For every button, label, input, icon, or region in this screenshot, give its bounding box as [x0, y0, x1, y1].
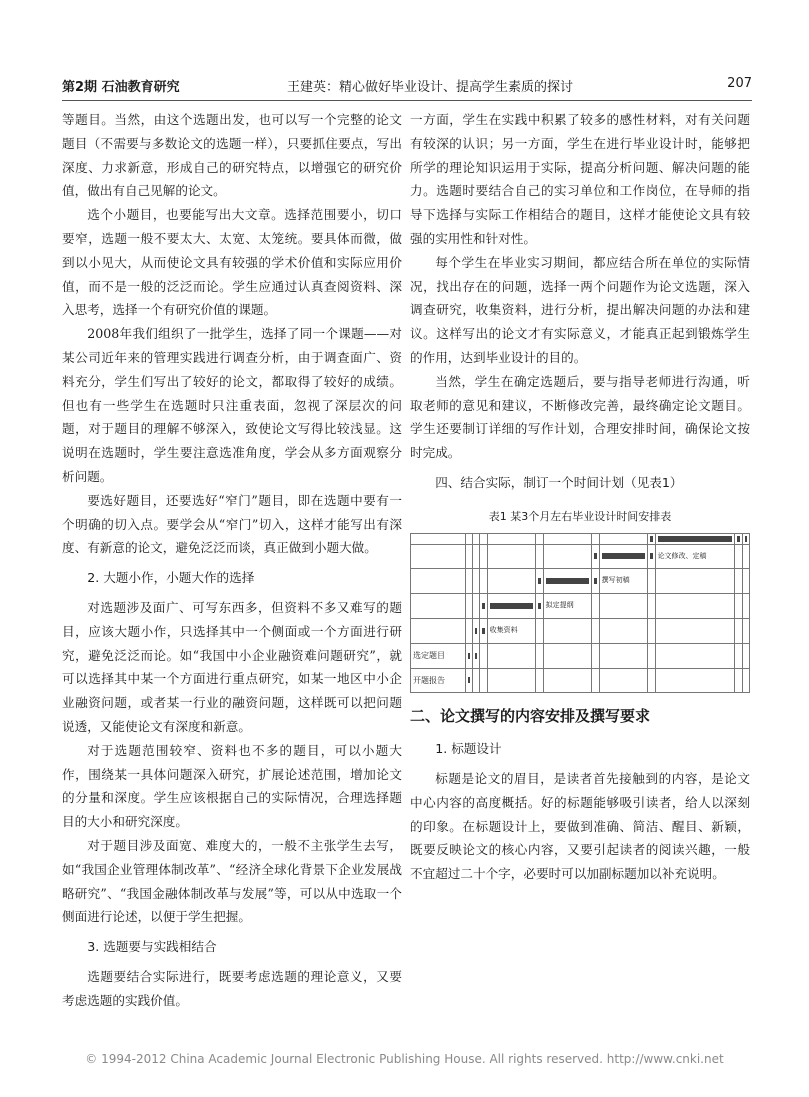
schedule-cell — [592, 668, 599, 693]
table-row — [411, 668, 750, 693]
paragraph: 要选好题目，还要选好“窄门”题目，即在选题中要有一个明确的切入点。要学会从“窄门”切入，这样才能写出有深度、有新意的论文，避免泛泛而谈，真正做到小题大做。 — [62, 492, 402, 556]
schedule-cell — [487, 643, 536, 668]
schedule-cell — [487, 594, 536, 619]
schedule-cell — [480, 643, 487, 668]
schedule-cell — [543, 544, 592, 569]
section-subheading: 2. 大题小作，小题大作的选择 — [87, 570, 255, 586]
schedule-bar — [475, 653, 477, 659]
schedule-cell — [472, 668, 479, 693]
schedule-cell — [465, 643, 472, 668]
schedule-cell — [487, 533, 536, 544]
schedule-bar — [602, 553, 646, 559]
paragraph: 当然，学生在确定选题后，要与指导老师进行沟通，听取老师的意见和建议，不断修改完善，最终确定论文题目。学生还要制订详细的写作计划，合理安排时间，确保论文按时完成。 — [410, 373, 750, 461]
schedule-cell — [648, 643, 655, 668]
schedule-cell — [742, 569, 750, 594]
journal-name: 第2期 石油教育研究 — [62, 80, 180, 95]
paragraph: 选题要结合实际进行，既要考虑选题的理论意义，又要考虑选题的实践价值。 — [62, 968, 402, 1008]
table-row — [411, 594, 750, 619]
row-label: 开题报告 — [411, 668, 466, 693]
schedule-cell — [543, 643, 592, 668]
schedule-bar — [468, 653, 470, 659]
schedule-cell — [655, 594, 735, 619]
schedule-bar — [594, 553, 596, 559]
table-row — [411, 618, 750, 643]
schedule-cell — [536, 618, 543, 643]
left-column — [62, 108, 402, 1012]
schedule-cell — [480, 594, 487, 619]
schedule-cell — [735, 668, 742, 693]
schedule-cell — [742, 594, 750, 619]
schedule-cell — [487, 544, 536, 569]
row-label — [411, 544, 466, 569]
schedule-cell — [648, 594, 655, 619]
schedule-cell — [599, 533, 648, 544]
paragraph: 等题目。当然，由这个选题出发，也可以写一个完整的论文题目（不需要与多数论文的选题一样），只要抓住要点，写出深度、力求新意，形成自己的研究特点，以增强它的研究价值，做出有自己见解的论文。 — [62, 112, 402, 199]
paragraph: 每个学生在毕业实习期间，都应结合所在单位的实际情况，找出存在的问题，选择一两个问题作为论文选题，深入调查研究，收集资料，进行分析，提出解决问题的办法和建议。这样写出的论文才有实际意义，才能真正起到锻炼学生的作用，达到毕业设计的目的。 — [410, 254, 750, 365]
schedule-bar — [737, 536, 739, 542]
row-label: 选定题目 — [411, 643, 466, 668]
schedule-cell — [599, 618, 648, 643]
schedule-bar — [594, 578, 596, 584]
schedule-bar — [538, 603, 540, 609]
section-heading: 二、论文撰写的内容安排及撰写要求 — [410, 707, 651, 726]
table-row — [411, 544, 750, 569]
schedule-cell — [599, 643, 648, 668]
schedule-cell — [536, 594, 543, 619]
schedule-cell — [655, 533, 735, 544]
schedule-cell — [536, 668, 543, 693]
schedule-cell — [480, 569, 487, 594]
running-header — [62, 76, 752, 101]
schedule-cell — [536, 643, 543, 668]
schedule-cell — [592, 533, 599, 544]
schedule-cell — [742, 544, 750, 569]
schedule-cell: 论文修改、定稿 — [655, 544, 735, 569]
schedule-bar — [745, 536, 748, 542]
schedule-cell — [543, 618, 592, 643]
schedule-table — [410, 533, 750, 694]
article-running-title: 王建英：精心做好毕业设计、提高学生素质的探讨 — [287, 80, 574, 95]
schedule-cell — [487, 668, 536, 693]
schedule-bar — [468, 677, 470, 683]
schedule-cell — [472, 544, 479, 569]
section-subheading: 3. 选题要与实践相结合 — [87, 939, 217, 955]
schedule-cell — [465, 668, 472, 693]
schedule-cell — [599, 668, 648, 693]
table-row — [411, 533, 750, 544]
schedule-cell — [592, 643, 599, 668]
schedule-cell — [487, 569, 536, 594]
schedule-cell — [599, 544, 648, 569]
schedule-bar — [650, 536, 652, 542]
schedule-cell — [472, 618, 479, 643]
section-subheading: 四、结合实际，制订一个时间计划（见表1） — [435, 474, 683, 490]
paragraph: 对于题目涉及面宽、难度大的，一般不主张学生去写，如“我国企业管理体制改革”、“经济全球化背景下企业发展战略研究”、“我国金融体制改革与发展”等，可以从中选取一个侧面进行论述，以便于学生把握。 — [62, 837, 402, 925]
schedule-cell — [465, 533, 472, 544]
schedule-bar — [546, 578, 590, 584]
schedule-cell — [592, 594, 599, 619]
schedule-cell — [536, 569, 543, 594]
copyright-footer: © 1994-2012 China Academic Journal Electronic Publishing House. All rights reserved. http://www.cnki.net — [85, 1052, 724, 1066]
schedule-cell — [655, 643, 735, 668]
table-caption: 表1 某3个月左右毕业设计时间安排表 — [488, 509, 672, 523]
schedule-cell — [648, 569, 655, 594]
schedule-cell — [742, 643, 750, 668]
paragraph: 2008年我们组织了一批学生，选择了同一个课题——对某公司近年来的管理实践进行调查分析，由于调查面广、资料充分，学生们写出了较好的论文，都取得了较好的成绩。但也有一些学生在选题时只注重表面，忽视了深层次的问题，对于题目的理解不够深入，致使论文写得比较浅显。这说明在选题时，学生要注意选准角度，学会从多方面观察分析问题。 — [62, 326, 402, 484]
schedule-cell — [735, 643, 742, 668]
schedule-cell — [465, 618, 472, 643]
schedule-cell: 撰写初稿 — [599, 569, 648, 594]
row-label — [411, 533, 466, 544]
schedule-cell — [655, 618, 735, 643]
schedule-cell — [465, 544, 472, 569]
schedule-cell — [648, 668, 655, 693]
schedule-cell — [536, 533, 543, 544]
paragraph: 对于选题范围较窄、资料也不多的题目，可以小题大作，围绕某一具体问题深入研究，扩展论述范围，增加论文的分量和深度。学生应该根据自己的实际情况，合理选择题目的大小和研究深度。 — [62, 742, 402, 830]
schedule-bar — [650, 553, 652, 559]
row-label — [411, 594, 466, 619]
schedule-cell — [480, 618, 487, 643]
schedule-cell — [472, 594, 479, 619]
schedule-cell — [472, 533, 479, 544]
section-subheading: 1. 标题设计 — [435, 741, 502, 757]
schedule-cell — [592, 618, 599, 643]
schedule-cell — [742, 668, 750, 693]
schedule-cell — [735, 544, 742, 569]
schedule-cell — [472, 569, 479, 594]
schedule-bar — [538, 578, 540, 584]
paragraph: 选个小题目，也要能写出大文章。选择范围要小，切口要窄，选题一般不要太大、太宽、太笼统。要具体而微，做到以小见大，从而使论文具有较强的学术价值和实际应用价值，而不是一般的泛泛而论。学生应通过认真查阅资料、深入思考，选择一个有研究价值的课题。 — [62, 207, 402, 318]
schedule-cell — [543, 668, 592, 693]
schedule-cell — [655, 668, 735, 693]
schedule-cell — [648, 618, 655, 643]
schedule-cell — [735, 569, 742, 594]
paragraph: 一方面，学生在实践中积累了较多的感性材料，对有关问题有较深的认识；另一方面，学生在进行毕业设计时，能够把所学的理论知识运用于实际，提高分析问题、解决问题的能力。选题时要结合自己的实习单位和工作岗位，在导师的指导下选择与实际工作相结合的题目，这样才能使论文具有较强的实用性和针对性。 — [410, 112, 750, 246]
schedule-cell — [735, 594, 742, 619]
schedule-cell — [735, 533, 742, 544]
schedule-cell: 拟定提纲 — [543, 594, 592, 619]
paragraph: 标题是论文的眉目，是读者首先接触到的内容，是论文中心内容的高度概括。好的标题能够吸引读者，给人以深刻的印象。在标题设计上，要做到准确、简洁、醒目、新颖，既要反映论文的核心内容，又要引起读者的阅读兴趣，一般不宜超过二十个字，必要时可以加副标题加以补充说明。 — [410, 770, 750, 882]
schedule-cell — [480, 533, 487, 544]
schedule-cell — [480, 544, 487, 569]
schedule-bar — [475, 628, 477, 634]
right-column — [410, 108, 750, 886]
schedule-cell — [742, 533, 750, 544]
schedule-cell — [543, 533, 592, 544]
schedule-cell — [536, 544, 543, 569]
schedule-bar — [482, 628, 484, 634]
schedule-cell — [472, 643, 479, 668]
schedule-cell — [543, 569, 592, 594]
page-number: 207 — [727, 76, 752, 91]
schedule-bar — [490, 603, 534, 609]
table-row — [411, 643, 750, 668]
schedule-cell — [648, 544, 655, 569]
schedule-cell — [465, 594, 472, 619]
paragraph: 对选题涉及面广、可写东西多，但资料不多又难写的题目，应该大题小作，只选择其中一个侧面或一个方面进行研究，避免泛泛而论。如“我国中小企业融资难问题研究”，就可以选择其中某一个方面进行重点研究，如某一地区中小企业融资问题，或者某一行业的融资问题，这样既可以把问题说透，又能使论文有深度和新意。 — [62, 599, 402, 734]
schedule-cell — [465, 569, 472, 594]
table-row — [411, 569, 750, 594]
schedule-cell — [648, 533, 655, 544]
schedule-cell: 收集资料 — [487, 618, 536, 643]
row-label — [411, 569, 466, 594]
schedule-bar — [658, 536, 733, 542]
schedule-cell — [735, 618, 742, 643]
schedule-cell — [742, 618, 750, 643]
row-label — [411, 618, 466, 643]
schedule-cell — [480, 668, 487, 693]
schedule-cell — [599, 594, 648, 619]
schedule-cell — [592, 544, 599, 569]
schedule-bar — [482, 603, 484, 609]
schedule-cell — [592, 569, 599, 594]
schedule-cell — [655, 569, 735, 594]
